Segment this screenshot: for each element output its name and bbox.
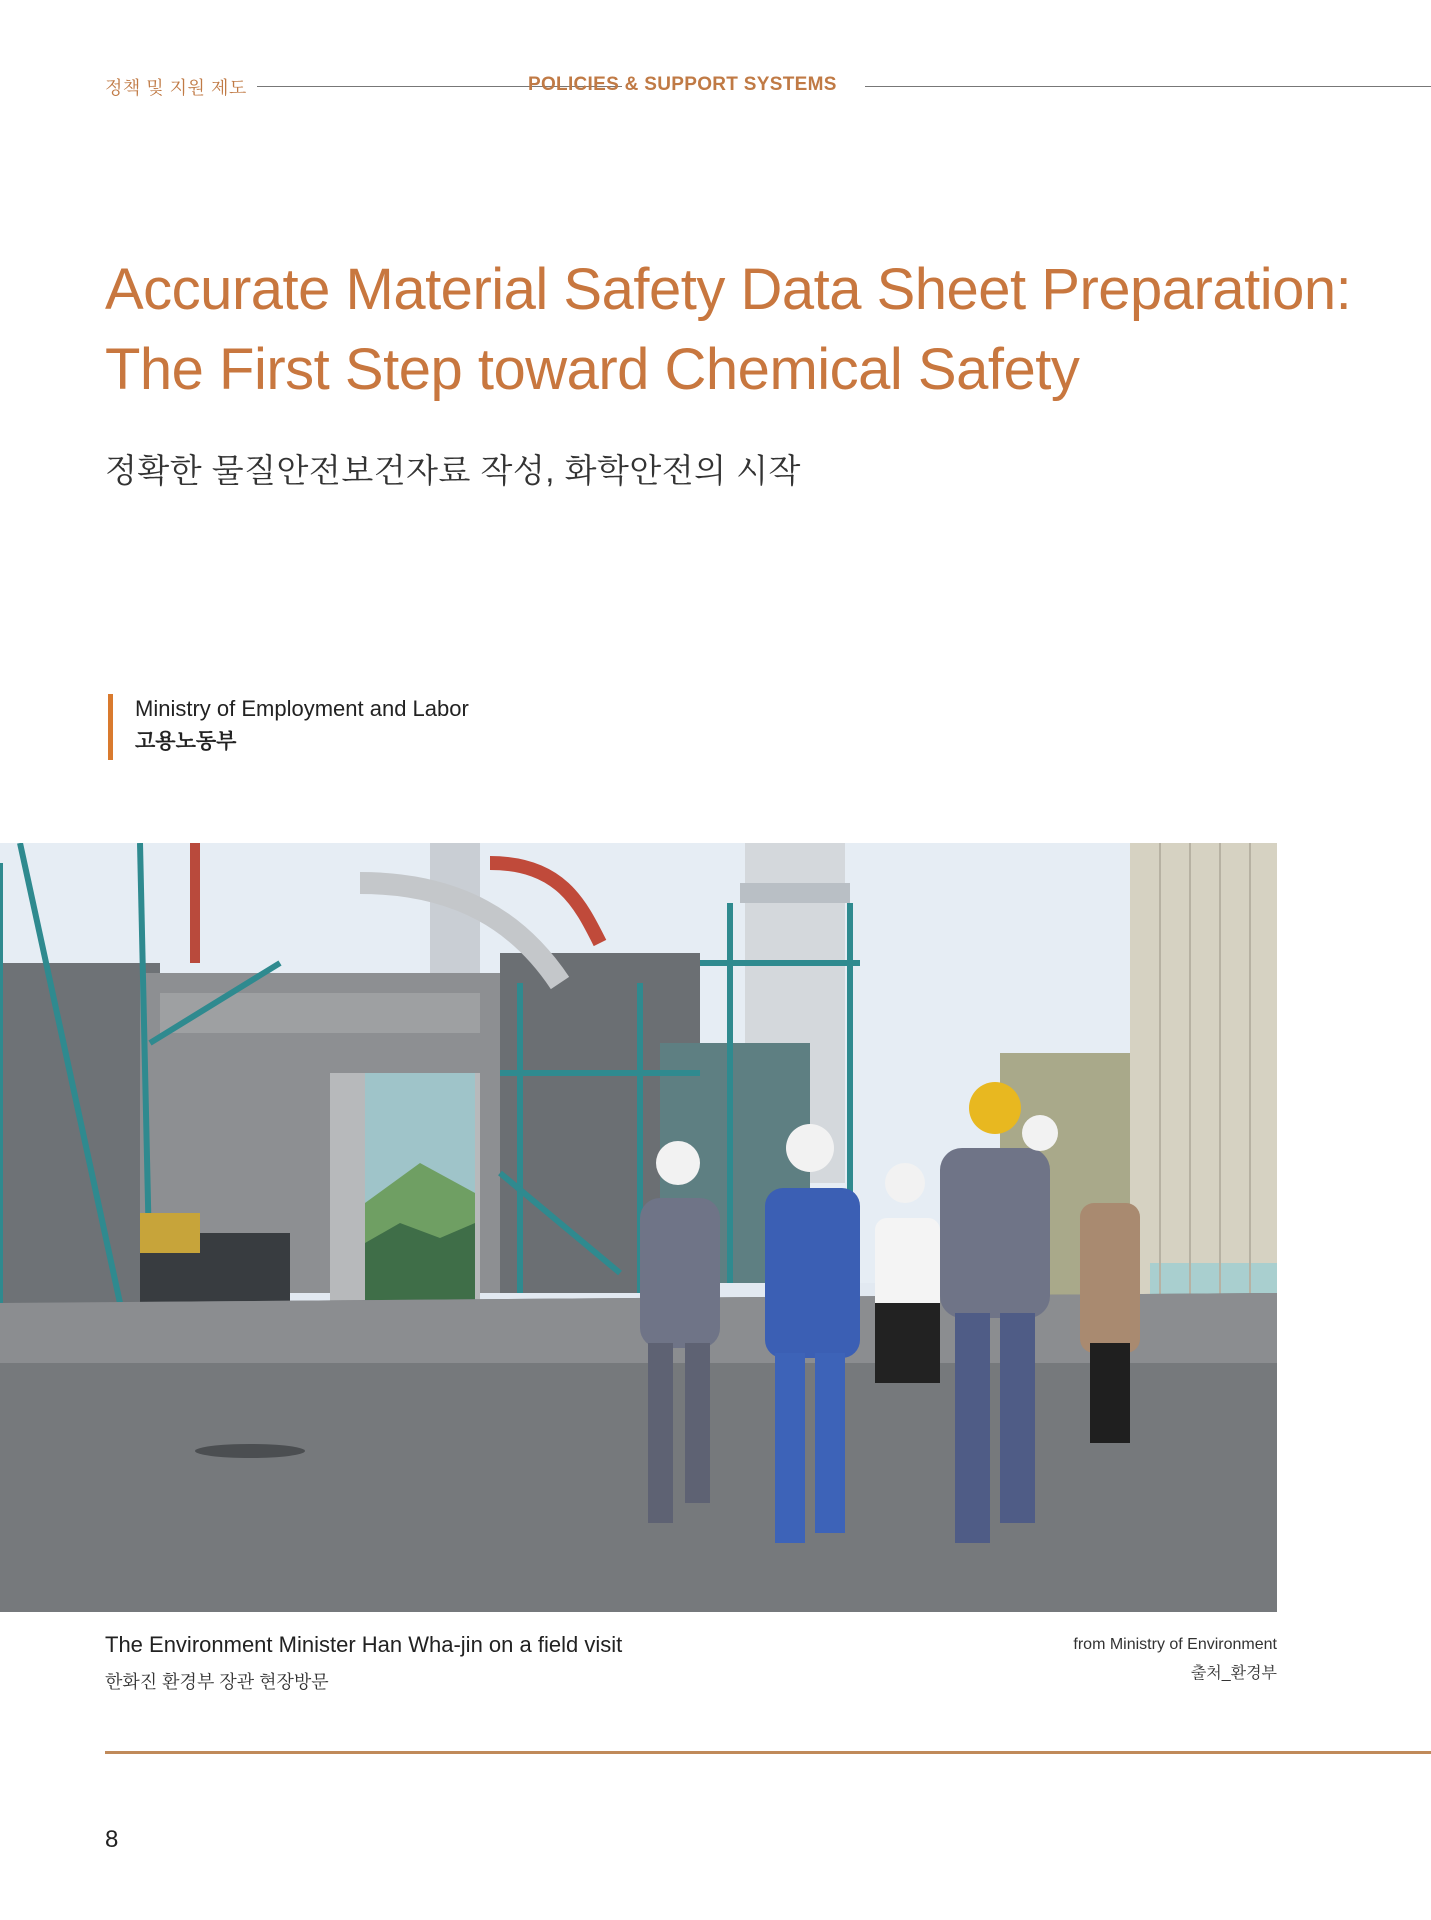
footer-divider <box>105 1751 1431 1754</box>
running-header <box>105 74 1431 98</box>
article-subtitle-ko: 정확한 물질안전보건자료 작성, 화학안전의 시작 <box>105 452 801 489</box>
article-title-line2: The First Step toward Chemical Safety <box>105 337 1080 402</box>
photo-credit <box>1073 1636 1277 1683</box>
photo-caption <box>105 1632 622 1694</box>
author-name-ko: 고용노동부 <box>135 730 237 753</box>
author-name-en: Ministry of Employment and Labor <box>135 696 469 721</box>
article-title-line1: Accurate Material Safety Data Sheet Preparation: <box>105 257 1352 322</box>
field-visit-photo <box>0 843 1277 1612</box>
author-block <box>108 694 469 760</box>
page-number: 8 <box>105 1826 119 1853</box>
section-label-ko: 정책 및 지원 제도 <box>105 78 247 98</box>
section-label-en: POLICIES & SUPPORT SYSTEMS <box>528 74 837 95</box>
header-divider-right <box>865 86 1431 87</box>
article-title <box>105 250 1355 410</box>
photo-caption-en: The Environment Minister Han Wha-jin on a field visit <box>105 1632 623 1657</box>
photo-credit-ko: 출처_환경부 <box>1190 1665 1277 1682</box>
photo-credit-en: from Ministry of Environment <box>1073 1636 1277 1653</box>
photo-caption-ko: 한화진 환경부 장관 현장방문 <box>105 1672 329 1692</box>
